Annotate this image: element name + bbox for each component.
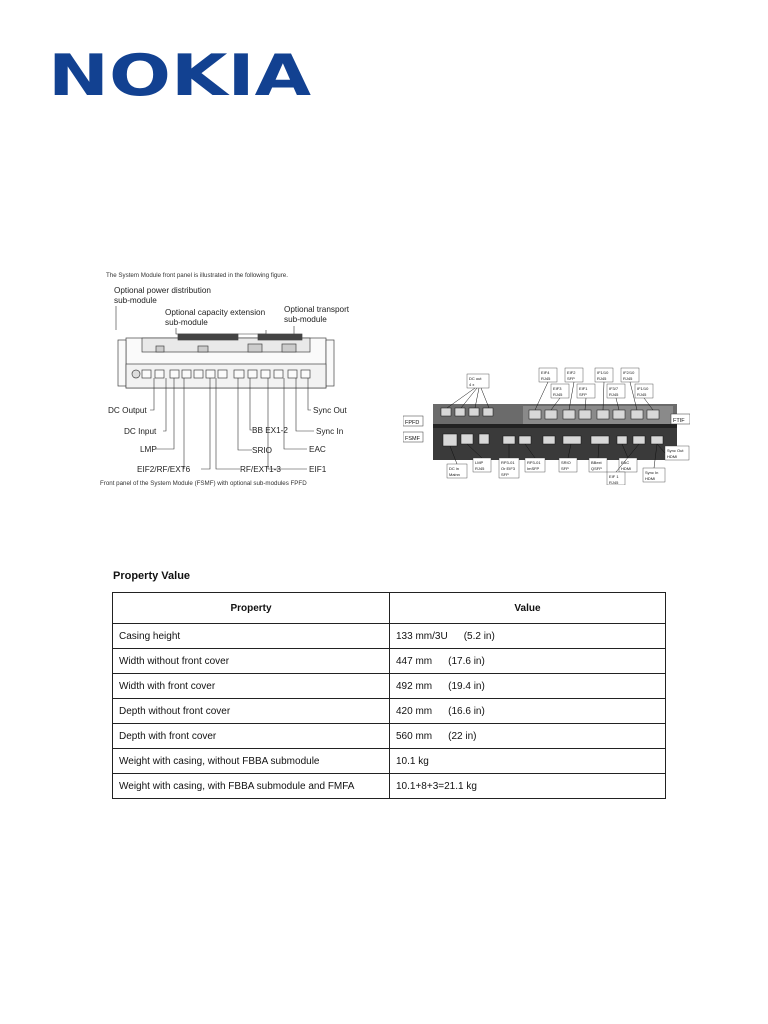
callout-power-dist-line1: Optional power distribution	[114, 286, 211, 295]
bottom-label-4a: RP3-01	[527, 460, 541, 465]
bottom-label-9a: EIF 1	[609, 474, 619, 479]
bottom-label-6a: BBext	[591, 460, 602, 465]
label-fpfd: FPFD	[405, 420, 420, 426]
table-row	[113, 674, 666, 699]
top-label-4a: EIF2	[567, 370, 576, 375]
top-label-5b: SFP	[579, 392, 587, 397]
table-row	[113, 649, 666, 674]
top-label-8b: RJ45	[623, 376, 633, 381]
table-heading: Property Value	[113, 570, 191, 582]
fsmf-front-panel-figure	[98, 266, 360, 490]
top-label-6b: RJ45	[597, 376, 607, 381]
top-label-1b: 4 x	[469, 382, 475, 387]
figure1-caption: Front panel of the System Module (FSMF) with optional sub-modules FPFD	[100, 480, 307, 487]
bottom-label-6b: QSFP	[591, 466, 602, 471]
bottom-label-7a: EAC	[621, 460, 630, 465]
value-cell	[390, 724, 666, 749]
callout-srio: SRIO	[252, 446, 273, 455]
top-label-1a: DC out	[469, 376, 482, 381]
value-unit: (5.2 in)	[463, 630, 495, 642]
bottom-label-1a: DC in	[449, 466, 460, 471]
callout-sync-in: Sync In	[316, 427, 344, 436]
value-cell	[390, 649, 666, 674]
property-table	[112, 592, 666, 799]
callout-eac: EAC	[309, 445, 326, 454]
bottom-label-5a: SRIO	[561, 460, 571, 465]
bottom-label-2a: LMP	[475, 460, 484, 465]
fsmf-photo-figure	[403, 360, 690, 485]
label-ftif: FTIF	[673, 418, 685, 424]
table-row	[113, 699, 666, 724]
value-unit: (22 in)	[448, 730, 477, 742]
table-row	[113, 624, 666, 649]
nokia-logo	[48, 50, 312, 98]
bottom-label-4b: ImSFP	[527, 466, 540, 471]
callout-dc-output: DC Output	[108, 406, 147, 415]
bottom-label-10b: HDMI	[645, 476, 656, 481]
value-cell	[390, 674, 666, 699]
value-cell	[390, 774, 666, 799]
label-fsmf: FSMF	[405, 436, 420, 442]
bottom-label-8a: Sync Out	[667, 448, 684, 453]
callout-rf-ext: RF/EXT1-3	[240, 465, 281, 474]
table-header-row	[113, 593, 666, 624]
callout-eif2: EIF2/RF/EXT6	[137, 465, 191, 474]
value-unit: (19.4 in)	[448, 680, 485, 692]
value-unit: (17.6 in)	[448, 655, 485, 667]
bottom-label-3c: SFP	[501, 472, 509, 477]
bottom-label-7b: HDMI	[621, 466, 632, 471]
callout-bb-ex: BB EX1-2	[252, 426, 288, 435]
property-cell: Casing height	[113, 624, 390, 649]
value-text: 10.1+8+3=21.1 kg	[396, 780, 477, 792]
value-cell	[390, 699, 666, 724]
bottom-label-3a: RP3-01	[501, 460, 515, 465]
property-cell: Width without front cover	[113, 649, 390, 674]
table-row	[113, 749, 666, 774]
nokia-logo-text: NOKIA	[48, 50, 311, 98]
top-label-3b: RJ45	[553, 392, 563, 397]
callout-capacity-line2: sub-module	[165, 318, 208, 327]
value-text: 10.1 kg	[396, 755, 429, 767]
value-cell	[390, 749, 666, 774]
top-label-7b: RJ45	[609, 392, 619, 397]
bottom-label-9b: RJ45	[609, 480, 619, 485]
property-cell: Weight with casing, without FBBA submodule	[113, 749, 390, 774]
callout-dc-input: DC Input	[124, 427, 157, 436]
value-unit: (16.6 in)	[448, 705, 485, 717]
table-row	[113, 774, 666, 799]
bottom-label-1b: Mainn	[449, 472, 460, 477]
callout-transport-line1: Optional transport	[284, 305, 350, 314]
callout-power-dist-line2: sub-module	[114, 296, 157, 305]
value-text: 492 mm	[396, 680, 433, 692]
top-label-6a: IF1/10	[597, 370, 609, 375]
property-cell: Weight with casing, with FBBA submodule and FMFA	[113, 774, 390, 799]
callout-capacity-line1: Optional capacity extension	[165, 308, 266, 317]
top-label-4b: SFP	[567, 376, 575, 381]
table-row	[113, 724, 666, 749]
property-cell: Width with front cover	[113, 674, 390, 699]
bottom-label-10a: Sync In	[645, 470, 659, 475]
top-label-7a: IF3/7	[609, 386, 619, 391]
top-label-5a: EIF1	[579, 386, 588, 391]
top-label-2a: EIF4	[541, 370, 550, 375]
chassis-drawing	[118, 334, 334, 388]
bottom-label-5b: SFP	[561, 466, 569, 471]
header-property: Property	[113, 593, 390, 624]
top-label-9a: IF1/10	[637, 386, 649, 391]
property-cell: Depth with front cover	[113, 724, 390, 749]
bottom-label-3b: Or EIF3	[501, 466, 516, 471]
callout-eif1: EIF1	[309, 465, 327, 474]
callout-sync-out: Sync Out	[313, 406, 347, 415]
value-cell	[390, 624, 666, 649]
top-label-3a: EIF3	[553, 386, 562, 391]
callout-transport-line2: sub-module	[284, 315, 327, 324]
top-label-8a: IF2/10	[623, 370, 635, 375]
top-label-2b: RJ45	[541, 376, 551, 381]
value-text: 133 mm/3U	[396, 630, 448, 642]
figure-intro-text: The System Module front panel is illustrated in the following figure.	[106, 272, 288, 279]
bottom-label-2b: RJ45	[475, 466, 485, 471]
value-text: 420 mm	[396, 705, 433, 717]
header-value: Value	[390, 593, 666, 624]
value-text: 447 mm	[396, 655, 433, 667]
value-text: 560 mm	[396, 730, 433, 742]
top-label-9b: RJ45	[637, 392, 647, 397]
bottom-label-8b: HDMI	[667, 454, 678, 459]
callout-lmp: LMP	[140, 445, 157, 454]
property-cell: Depth without front cover	[113, 699, 390, 724]
